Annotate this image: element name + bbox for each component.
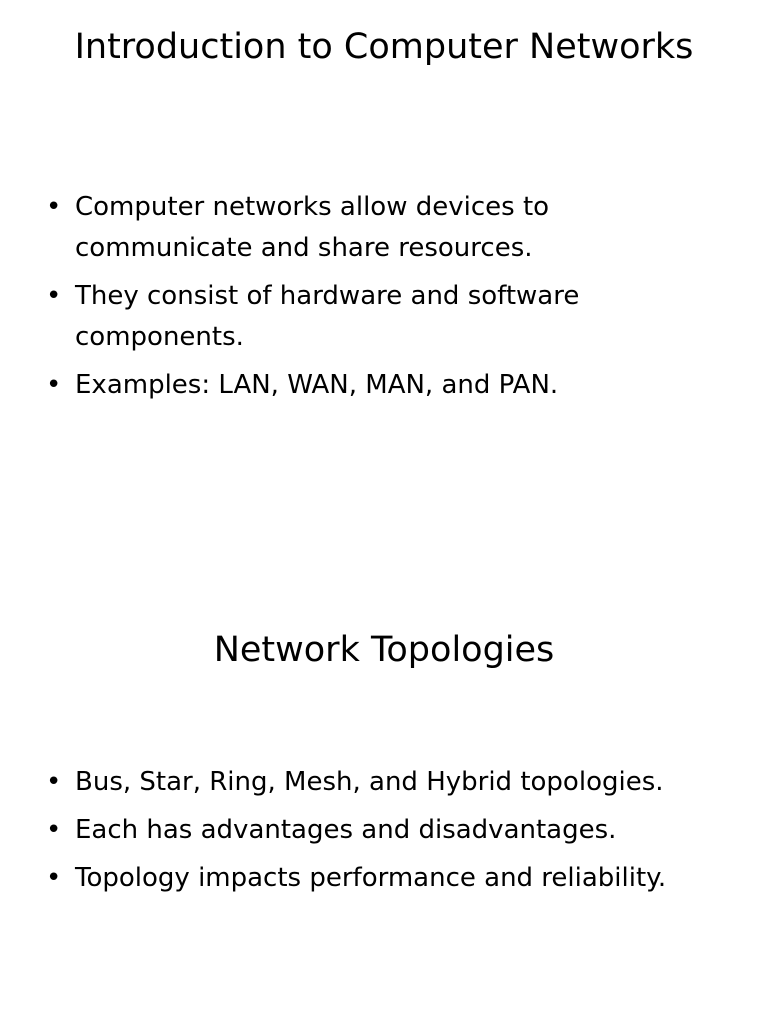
bullet-item	[46, 762, 726, 803]
bullet-icon: •	[46, 863, 62, 893]
bullet-item	[46, 858, 726, 899]
slide-title: Introduction to Computer Networks	[74, 27, 694, 67]
bullet-icon: •	[46, 815, 62, 845]
bullet-item	[46, 187, 726, 269]
slide-network-topologies	[0, 512, 768, 1024]
bullet-text: They consist of hardware and software components.	[75, 281, 580, 352]
bullet-item	[46, 276, 726, 358]
bullet-text: Computer networks allow devices to communicate and share resources.	[75, 192, 550, 263]
bullet-text: Each has advantages and disadvantages.	[75, 815, 617, 845]
bullet-icon: •	[46, 767, 62, 797]
bullet-item	[46, 365, 726, 406]
bullet-text: Topology impacts performance and reliability.	[75, 863, 667, 893]
bullet-item	[46, 810, 726, 851]
bullet-icon: •	[46, 192, 62, 222]
bullet-icon: •	[46, 281, 62, 311]
bullet-list	[46, 187, 726, 413]
bullet-list	[46, 762, 726, 906]
bullet-text: Bus, Star, Ring, Mesh, and Hybrid topologies.	[75, 767, 664, 797]
bullet-text: Examples: LAN, WAN, MAN, and PAN.	[75, 370, 559, 400]
slide-title: Network Topologies	[213, 630, 555, 670]
bullet-icon: •	[46, 370, 62, 400]
